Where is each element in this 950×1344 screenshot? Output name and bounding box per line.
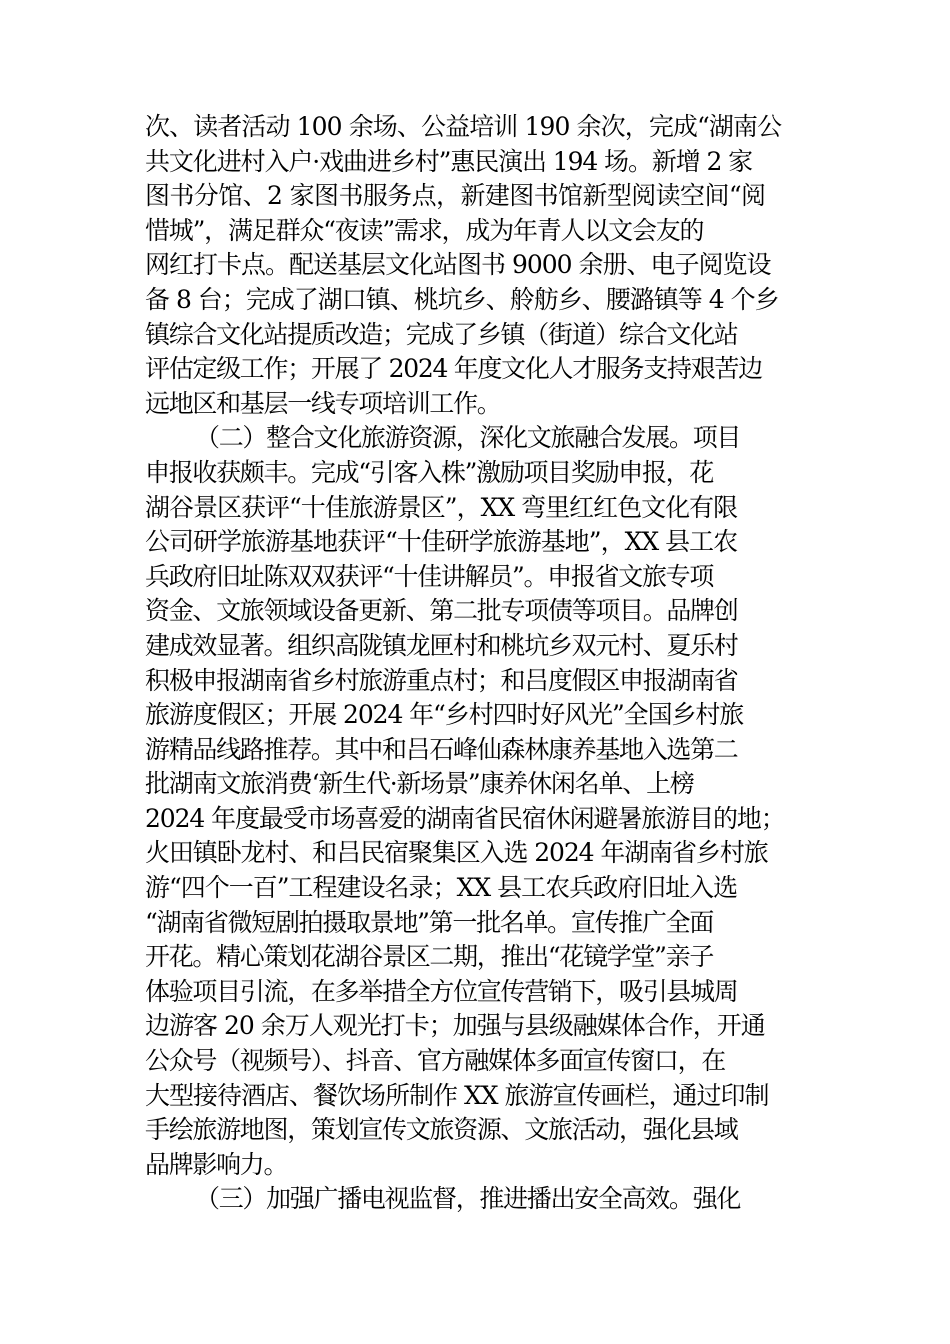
paragraph-heading-line: （二）整合文化旅游资源，深化文旅融合发展。项目: [195, 423, 741, 453]
text-line: 手绘旅游地图，策划宣传文旅资源、文旅活动，强化县域: [145, 1115, 738, 1145]
text-line: 图书分馆、2 家图书服务点，新建图书馆新型阅读空间“阅: [145, 181, 766, 211]
text-line: 大型接待酒店、餐饮场所制作 XX 旅游宣传画栏，通过印制: [145, 1080, 769, 1110]
text-line: 2024 年度最受市场喜爱的湖南省民宿休闲避暑旅游目的地；: [145, 803, 785, 833]
text-line: 备 8 台；完成了湖口镇、桃坑乡、舲舫乡、腰潞镇等 4 个乡: [145, 284, 779, 314]
text-line: 游“四个一百”工程建设名录；XX 县工农兵政府旧址入选: [145, 873, 738, 903]
text-line: 火田镇卧龙村、和吕民宿聚集区入选 2024 年湖南省乡村旅: [145, 838, 768, 868]
text-line: 游精品线路推荐。其中和吕石峰仙森林康养基地入选第二: [145, 734, 738, 764]
text-line: 公众号（视频号）、抖音、官方融媒体多面宣传窗口，在: [145, 1046, 726, 1076]
text-line: 公司研学旅游基地获评“十佳研学旅游基地”，XX 县工农: [145, 527, 738, 557]
text-line: 资金、文旅领域设备更新、第二批专项债等项目。品牌创: [145, 596, 738, 626]
text-line: 申报收获颇丰。完成“引客入株”激励项目奖励申报，花: [145, 457, 714, 487]
text-line: 评估定级工作；开展了 2024 年度文化人才服务支持艰苦边: [145, 354, 762, 384]
text-line: “湖南省微短剧拍摄取景地”第一批名单。宣传推广全面: [145, 907, 714, 937]
text-line: 建成效显著。组织高陇镇龙匣村和桃坑乡双元村、夏乐村: [145, 630, 738, 660]
text-line: 网红打卡点。配送基层文化站图书 9000 余册、电子阅览设: [145, 250, 771, 280]
text-line: 镇综合文化站提质改造；完成了乡镇（街道）综合文化站: [145, 319, 738, 349]
text-line: 积极申报湖南省乡村旅游重点村；和吕度假区申报湖南省: [145, 665, 738, 695]
text-line: 惜城”，满足群众“夜读”需求，成为年青人以文会友的: [145, 215, 704, 245]
body-text: [145, 110, 815, 1217]
text-line: 品牌影响力。: [145, 1149, 288, 1179]
text-line: 共文化进村入户·戏曲进乡村”惠民演出 194 场。新增 2 家: [145, 146, 753, 176]
text-line: 体验项目引流，在多举措全方位宣传营销下，吸引县城周: [145, 976, 738, 1006]
text-line: 次、读者活动 100 余场、公益培训 190 余次，完成“湖南公: [145, 112, 782, 141]
text-line: 边游客 20 余万人观光打卡；加强与县级融媒体合作，开通: [145, 1011, 765, 1041]
paragraph-heading-line: （三）加强广播电视监督，推进播出安全高效。强化: [195, 1184, 741, 1214]
text-line: 远地区和基层一线专项培训工作。: [145, 388, 501, 418]
text-line: 批湖南文旅消费‘新生代·新场景”康养休闲名单、上榜: [145, 769, 694, 799]
text-line: 湖谷景区获评“十佳旅游景区”，XX 弯里红红色文化有限: [145, 492, 738, 522]
text-line: 兵政府旧址陈双双获评“十佳讲解员”。申报省文旅专项: [145, 561, 714, 591]
text-line: 开花。精心策划花湖谷景区二期，推出“花镜学堂”亲子: [145, 942, 714, 972]
text-line: 旅游度假区；开展 2024 年“乡村四时好风光”全国乡村旅: [145, 700, 744, 730]
